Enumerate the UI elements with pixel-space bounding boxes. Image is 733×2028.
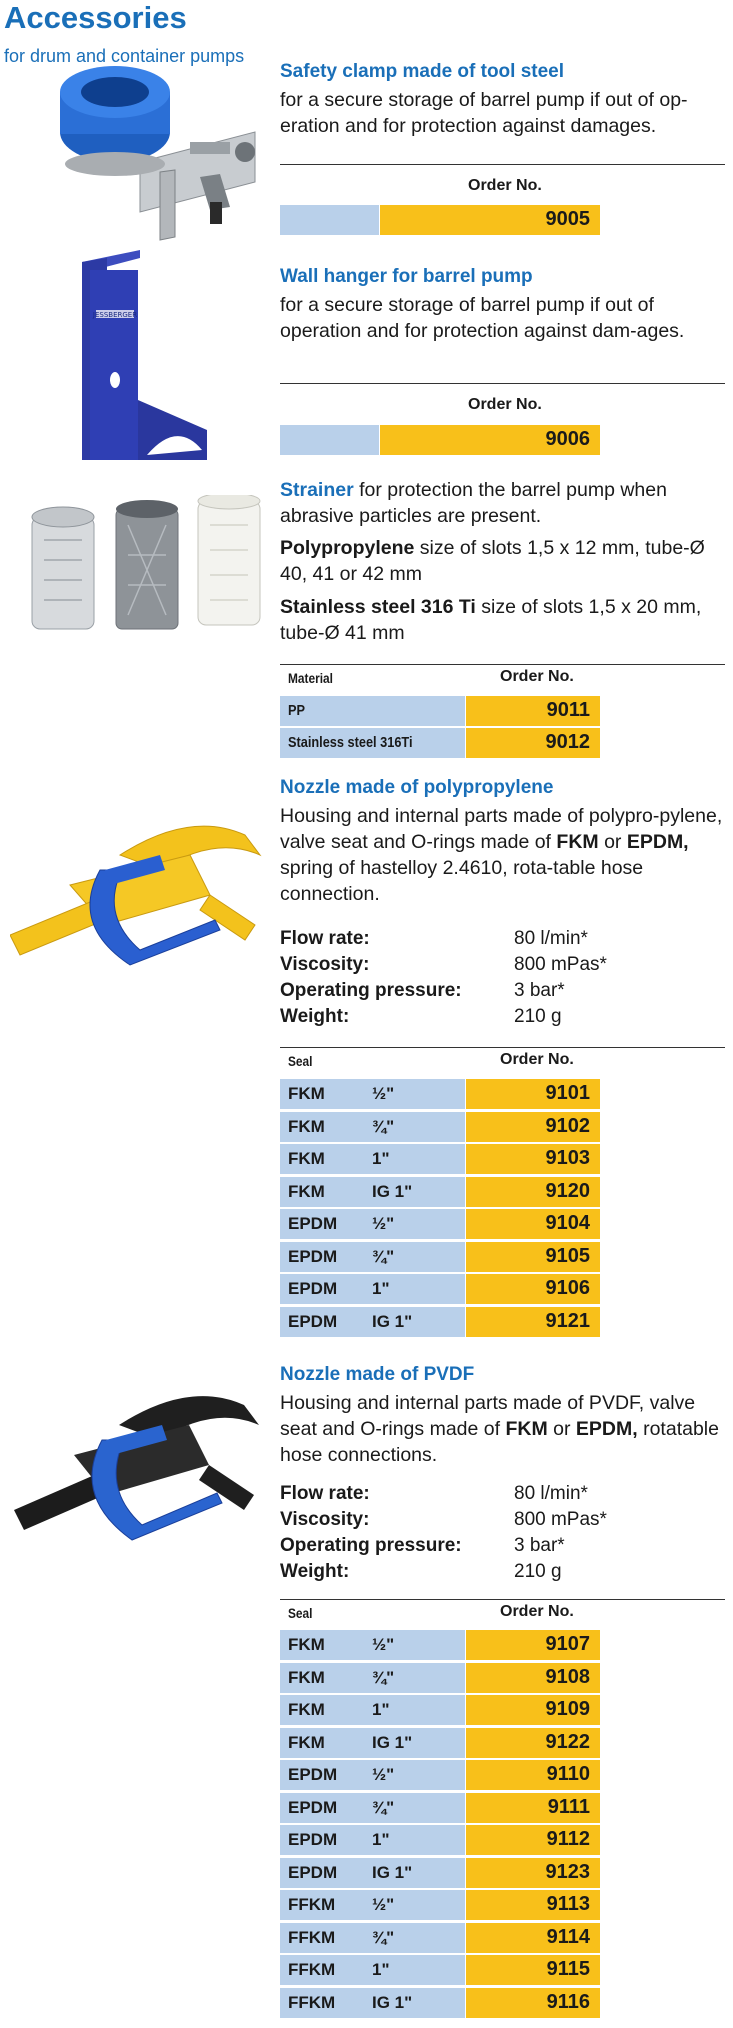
order-number: 9112 bbox=[546, 1828, 590, 1850]
table-row bbox=[280, 1923, 600, 1953]
nozzle-pvdf-description: Housing and internal parts made of PVDF, valve seat and O-rings made of FKM or EPDM, rotatable hose connections. bbox=[280, 1392, 719, 1466]
connection-size: IG 1" bbox=[372, 1992, 413, 2012]
strainer-ss-description: Stainless steel 316 Ti size of slots 1,5 x 20 mm, tube-Ø 41 mm bbox=[280, 596, 702, 644]
table-row bbox=[280, 1209, 600, 1239]
table-row bbox=[280, 1274, 600, 1304]
pvdf-nozzle-image bbox=[14, 1385, 274, 1550]
order-no-header: Order No. bbox=[500, 668, 574, 685]
seal-material: FKM bbox=[288, 1181, 325, 1201]
seal-material: EPDM bbox=[288, 1214, 338, 1233]
seal-material: EPDM bbox=[288, 1279, 338, 1298]
order-number: 9116 bbox=[546, 1990, 590, 2013]
connection-size: ½" bbox=[372, 1214, 395, 1233]
spec-value: 210 g bbox=[514, 1561, 562, 1582]
pp-nozzle-image bbox=[10, 815, 275, 975]
seal-column-header: Seal bbox=[288, 1605, 313, 1621]
nozzle-pvdf-title: Nozzle made of PVDF bbox=[280, 1364, 475, 1385]
order-number: 9109 bbox=[545, 1698, 590, 1720]
order-no-header: Order No. bbox=[468, 396, 542, 413]
strainer-image bbox=[24, 495, 274, 645]
connection-size: 1" bbox=[372, 1960, 390, 1979]
order-row bbox=[280, 205, 600, 235]
clamp-description: for a secure storage of barrel pump if out of op-eration and for protection against damages. bbox=[280, 89, 688, 137]
spec-label: Viscosity: bbox=[280, 1509, 370, 1530]
spec-value: 3 bar* bbox=[514, 980, 565, 1001]
connection-size: IG 1" bbox=[372, 1181, 413, 1201]
spec-label: Weight: bbox=[280, 1561, 350, 1582]
order-no-header: Order No. bbox=[500, 1603, 574, 1620]
table-row bbox=[280, 1760, 600, 1790]
table-row bbox=[280, 1728, 600, 1758]
spec-label: Weight: bbox=[280, 1006, 350, 1027]
seal-material: FFKM bbox=[288, 1960, 336, 1979]
hanger-title: Wall hanger for barrel pump bbox=[280, 266, 533, 287]
connection-size: ¾" bbox=[372, 1797, 395, 1817]
order-number: 9113 bbox=[546, 1893, 590, 1915]
spec-value: 80 l/min* bbox=[514, 928, 588, 949]
table-row bbox=[280, 1793, 600, 1823]
seal-material: FKM bbox=[288, 1116, 325, 1136]
table-row bbox=[280, 1630, 600, 1660]
seal-material: EPDM bbox=[288, 1311, 338, 1331]
order-number: 9105 bbox=[545, 1244, 590, 1267]
seal-material: FKM bbox=[288, 1732, 325, 1752]
clamp-title: Safety clamp made of tool steel bbox=[280, 61, 565, 82]
connection-size: 1" bbox=[372, 1700, 390, 1719]
order-number: 9110 bbox=[546, 1763, 590, 1785]
connection-size: IG 1" bbox=[372, 1732, 413, 1752]
nozzle-pp-title: Nozzle made of polypropylene bbox=[280, 777, 554, 798]
connection-size: 1" bbox=[372, 1279, 390, 1298]
order-number: 9120 bbox=[545, 1179, 590, 1202]
table-row bbox=[280, 1890, 600, 1920]
connection-size: 1" bbox=[372, 1149, 390, 1168]
spec-value: 3 bar* bbox=[514, 1535, 565, 1556]
table-row bbox=[280, 1988, 600, 2018]
table-row bbox=[280, 1825, 600, 1855]
order-no-header: Order No. bbox=[468, 177, 542, 194]
seal-material: FKM bbox=[288, 1084, 325, 1103]
connection-size: ¾" bbox=[372, 1927, 395, 1947]
table-row: PP 9011 bbox=[280, 696, 600, 726]
divider bbox=[280, 1047, 725, 1048]
page-title: Accessories bbox=[4, 0, 187, 35]
strainer-pp-description: Polypropylene size of slots 1,5 x 12 mm, tube-Ø 40, 41 or 42 mm bbox=[280, 537, 705, 585]
connection-size: ¾" bbox=[372, 1667, 395, 1687]
order-row bbox=[280, 425, 600, 455]
divider bbox=[280, 1599, 725, 1600]
connection-size: IG 1" bbox=[372, 1311, 413, 1331]
order-number: 9104 bbox=[545, 1212, 590, 1234]
divider bbox=[280, 383, 725, 384]
seal-material: FKM bbox=[288, 1149, 325, 1168]
order-number: 9111 bbox=[547, 1795, 590, 1818]
order-number: 9005 bbox=[545, 208, 590, 230]
seal-material: EPDM bbox=[288, 1765, 338, 1784]
connection-size: ½" bbox=[372, 1635, 395, 1654]
strainer-description: Strainer for protection the barrel pump when abrasive particles are present. bbox=[280, 479, 667, 527]
spec-label: Flow rate: bbox=[280, 1483, 370, 1504]
order-number: 9102 bbox=[545, 1114, 590, 1137]
seal-material: EPDM bbox=[288, 1830, 338, 1849]
table-row bbox=[280, 1858, 600, 1888]
spec-label: Operating pressure: bbox=[280, 980, 462, 1001]
spec-value: 800 mPas* bbox=[514, 1509, 607, 1530]
seal-material: FFKM bbox=[288, 1895, 336, 1914]
order-number: 9123 bbox=[545, 1860, 590, 1883]
material-column-header: Material bbox=[288, 670, 333, 686]
order-number: 9121 bbox=[545, 1309, 590, 1332]
table-row bbox=[280, 1955, 600, 1985]
table-row bbox=[280, 1079, 600, 1109]
hanger-description: for a secure storage of barrel pump if out of operation and for protection against dam-ages. bbox=[280, 294, 685, 342]
seal-material: FFKM bbox=[288, 1992, 336, 2012]
seal-material: EPDM bbox=[288, 1246, 338, 1266]
seal-material: FKM bbox=[288, 1700, 325, 1719]
table-row bbox=[280, 1242, 600, 1272]
order-number: 9122 bbox=[545, 1730, 590, 1753]
connection-size: IG 1" bbox=[372, 1862, 413, 1882]
table-row bbox=[280, 1112, 600, 1142]
table-row bbox=[280, 1177, 600, 1207]
order-number: 9106 bbox=[545, 1277, 590, 1299]
connection-size: ½" bbox=[372, 1765, 395, 1784]
seal-material: FKM bbox=[288, 1635, 325, 1654]
order-number: 9101 bbox=[545, 1082, 590, 1104]
seal-material: FKM bbox=[288, 1667, 325, 1687]
order-number: 9107 bbox=[545, 1633, 590, 1655]
spec-label: Viscosity: bbox=[280, 954, 370, 975]
page-subtitle: for drum and container pumps bbox=[4, 46, 245, 66]
seal-column-header: Seal bbox=[288, 1053, 313, 1069]
order-number: 9114 bbox=[546, 1925, 590, 1948]
divider bbox=[280, 164, 725, 165]
order-no-header: Order No. bbox=[500, 1051, 574, 1068]
connection-size: ¾" bbox=[372, 1116, 395, 1136]
table-row: Stainless steel 316Ti 9012 bbox=[280, 728, 600, 758]
divider bbox=[280, 664, 725, 665]
spec-value: 210 g bbox=[514, 1006, 562, 1027]
order-number: 9006 bbox=[545, 428, 590, 450]
wall-hanger-image bbox=[82, 250, 217, 460]
table-row bbox=[280, 1695, 600, 1725]
seal-material: EPDM bbox=[288, 1862, 338, 1882]
table-row bbox=[280, 1144, 600, 1174]
nozzle-pp-description: Housing and internal parts made of polypro-pylene, valve seat and O-rings made of FKM or EPDM, spring of hastelloy 2.4610, rota-table hose connection. bbox=[280, 805, 723, 905]
spec-value: 80 l/min* bbox=[514, 1483, 588, 1504]
connection-size: ¾" bbox=[372, 1246, 395, 1266]
table-row bbox=[280, 1663, 600, 1693]
strainer-title: Strainer bbox=[280, 479, 354, 501]
connection-size: ½" bbox=[372, 1895, 395, 1914]
svg-text:JESSBERGER: JESSBERGER bbox=[92, 311, 138, 319]
spec-label: Operating pressure: bbox=[280, 1535, 462, 1556]
table-row bbox=[280, 1307, 600, 1337]
seal-material: EPDM bbox=[288, 1797, 338, 1817]
safety-clamp-image bbox=[40, 62, 270, 242]
connection-size: 1" bbox=[372, 1830, 390, 1849]
connection-size: ½" bbox=[372, 1084, 395, 1103]
spec-label: Flow rate: bbox=[280, 928, 370, 949]
order-number: 9115 bbox=[546, 1958, 590, 1980]
spec-value: 800 mPas* bbox=[514, 954, 607, 975]
order-number: 9103 bbox=[545, 1147, 590, 1169]
order-number: 9108 bbox=[545, 1665, 590, 1688]
seal-material: FFKM bbox=[288, 1927, 336, 1947]
